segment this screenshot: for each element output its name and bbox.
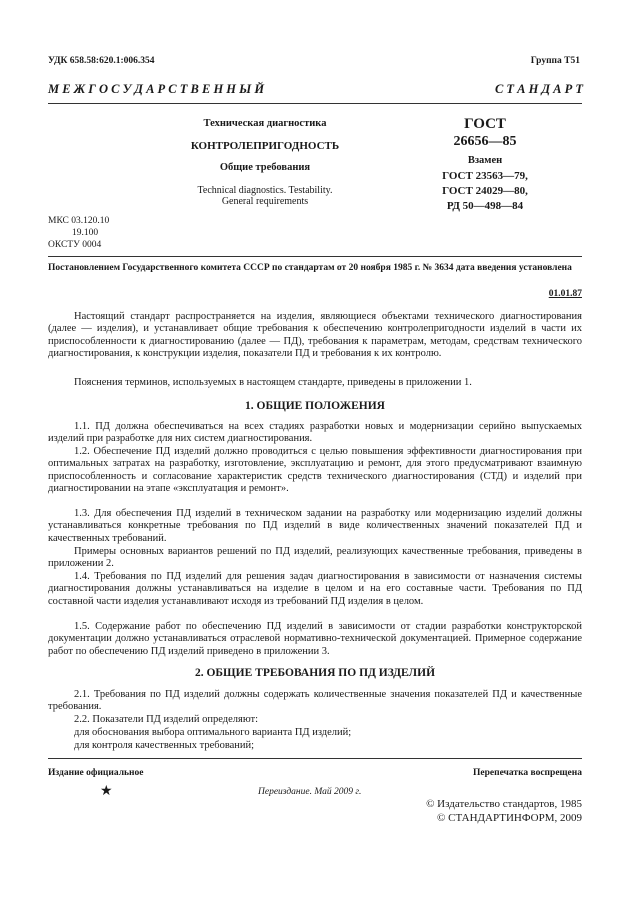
clause-1-5: 1.5. Содержание работ по обеспечению ПД изделий в зависимости от стадии разработки конструкторской документации должно устанавливаться отраслевой нормативно-технической документацией. Примерное содержание работ по обеспечению ПД изделий приведено в приложении 3.: [48, 621, 582, 657]
reissue-note: Переиздание. Май 2009 г.: [258, 787, 362, 797]
gost-number: 26656—85: [453, 134, 517, 149]
document-subtitle: Общие требования: [219, 162, 311, 173]
replaced-standard: ГОСТ 24029—80,: [442, 185, 528, 197]
decree-text: Постановлением Государственного комитета СССР по стандартам от 20 ноября 1985 г. № 3634 дата введения установлена: [48, 263, 572, 273]
title-rule: [48, 256, 582, 257]
clause-1-1: 1.1. ПД должна обеспечиваться на всех стадиях разработки новых и модернизации серийно выпускаемых изделий при разработке для них систем диагностирования.: [48, 421, 582, 445]
introduction-date: 01.01.87: [548, 289, 582, 299]
star-icon: ★: [100, 784, 113, 799]
clause-1-4: 1.4. Требования по ПД изделий для решения задач диагностирования в зависимости от назначения системы диагностирования должны устанавливаться на изделие в целом и на его составные части. Требования по ПД составной части изделия устанавливают исходя из требований ПД изделия в целом.: [48, 571, 582, 607]
mks-code-2: 19.100: [72, 228, 99, 238]
banner-word-interstate: М Е Ж Г О С У Д А Р С Т В Е Н Н Ы Й: [48, 82, 265, 96]
clause-2-2: 2.2. Показатели ПД изделий определяют:: [74, 714, 259, 725]
replaced-standard: ГОСТ 23563—79,: [442, 170, 528, 182]
section-2-heading: 2. ОБЩИЕ ТРЕБОВАНИЯ ПО ПД ИЗДЕЛИЙ: [194, 667, 436, 679]
clause-2-2-item: для контроля качественных требований;: [74, 740, 255, 751]
header-rule: [48, 103, 582, 104]
banner-word-standard: С Т А Н Д А Р Т: [494, 82, 583, 96]
udc-code: УДК 658.58:620.1:006.354: [48, 56, 155, 66]
clause-2-2-item: для обоснования выбора оптимального варианта ПД изделий;: [74, 727, 352, 738]
clause-2-1: 2.1. Требования по ПД изделий должны содержать количественные значения показателей ПД и качественные требования.: [48, 689, 582, 713]
replaced-standard: РД 50—498—84: [446, 200, 524, 212]
group-code: Группа Т51: [530, 56, 580, 66]
clause-1-2: 1.2. Обеспечение ПД изделий должно проводиться с целью повышения эффективности диагностирования при оптимальных затратах на разработку, изготовление, эксплуатацию и ремонт, для этого предусматривают взаимную приспособленность и согласование характеристик средств технического диагностирования (СТД) и изделий при диагностировании на этапе «эксплуатация и ремонт».: [48, 446, 582, 494]
okstu-code: ОКСТУ 0004: [48, 240, 102, 250]
section-1-heading: 1. ОБЩИЕ ПОЛОЖЕНИЯ: [245, 400, 385, 412]
intro-paragraph: Настоящий стандарт распространяется на изделия, являющиеся объектами технического диагностирования (далее — изделия), и устанавливает общие требования к обеспечению контролепригодности изделий в части их приспособленности к диагностированию (далее — ПД), требования к параметрам, методам, средствам технического диагностирования, к конструкции изделия, показатели ПД и требования к их контролю.: [48, 311, 582, 359]
standard-banner: [48, 82, 583, 97]
english-title-line1: Technical diagnostics. Testability.: [197, 185, 333, 196]
gost-label: ГОСТ: [464, 116, 506, 132]
footer-rule: [48, 758, 582, 759]
english-title-line2: General requirements: [221, 196, 309, 207]
copyright-2009: © СТАНДАРТИНФОРМ, 2009: [437, 812, 582, 824]
replace-label: Взамен: [467, 155, 503, 166]
official-edition: Издание официальное: [48, 768, 144, 778]
topic: Техническая диагностика: [203, 118, 327, 129]
copyright-1985: © Издательство стандартов, 1985: [426, 798, 582, 810]
clause-1-3-examples: Примеры основных вариантов решений по ПД изделий, реализующих качественные требования, приведены в приложении 2.: [48, 546, 582, 570]
clause-1-3: 1.3. Для обеспечения ПД изделий в техническом задании на разработку или модернизацию изделий должны устанавливаться конкретные требования по ПД изделий в виде количественных значений показателей ПД и качественных требований.: [48, 508, 582, 544]
reprint-prohibited: Перепечатка воспрещена: [472, 768, 582, 778]
mks-code: МКС 03.120.10: [48, 216, 110, 226]
document-title: КОНТРОЛЕПРИГОДНОСТЬ: [190, 140, 340, 152]
intro-paragraph: Пояснения терминов, используемых в настоящем стандарте, приведены в приложении 1.: [74, 377, 472, 388]
